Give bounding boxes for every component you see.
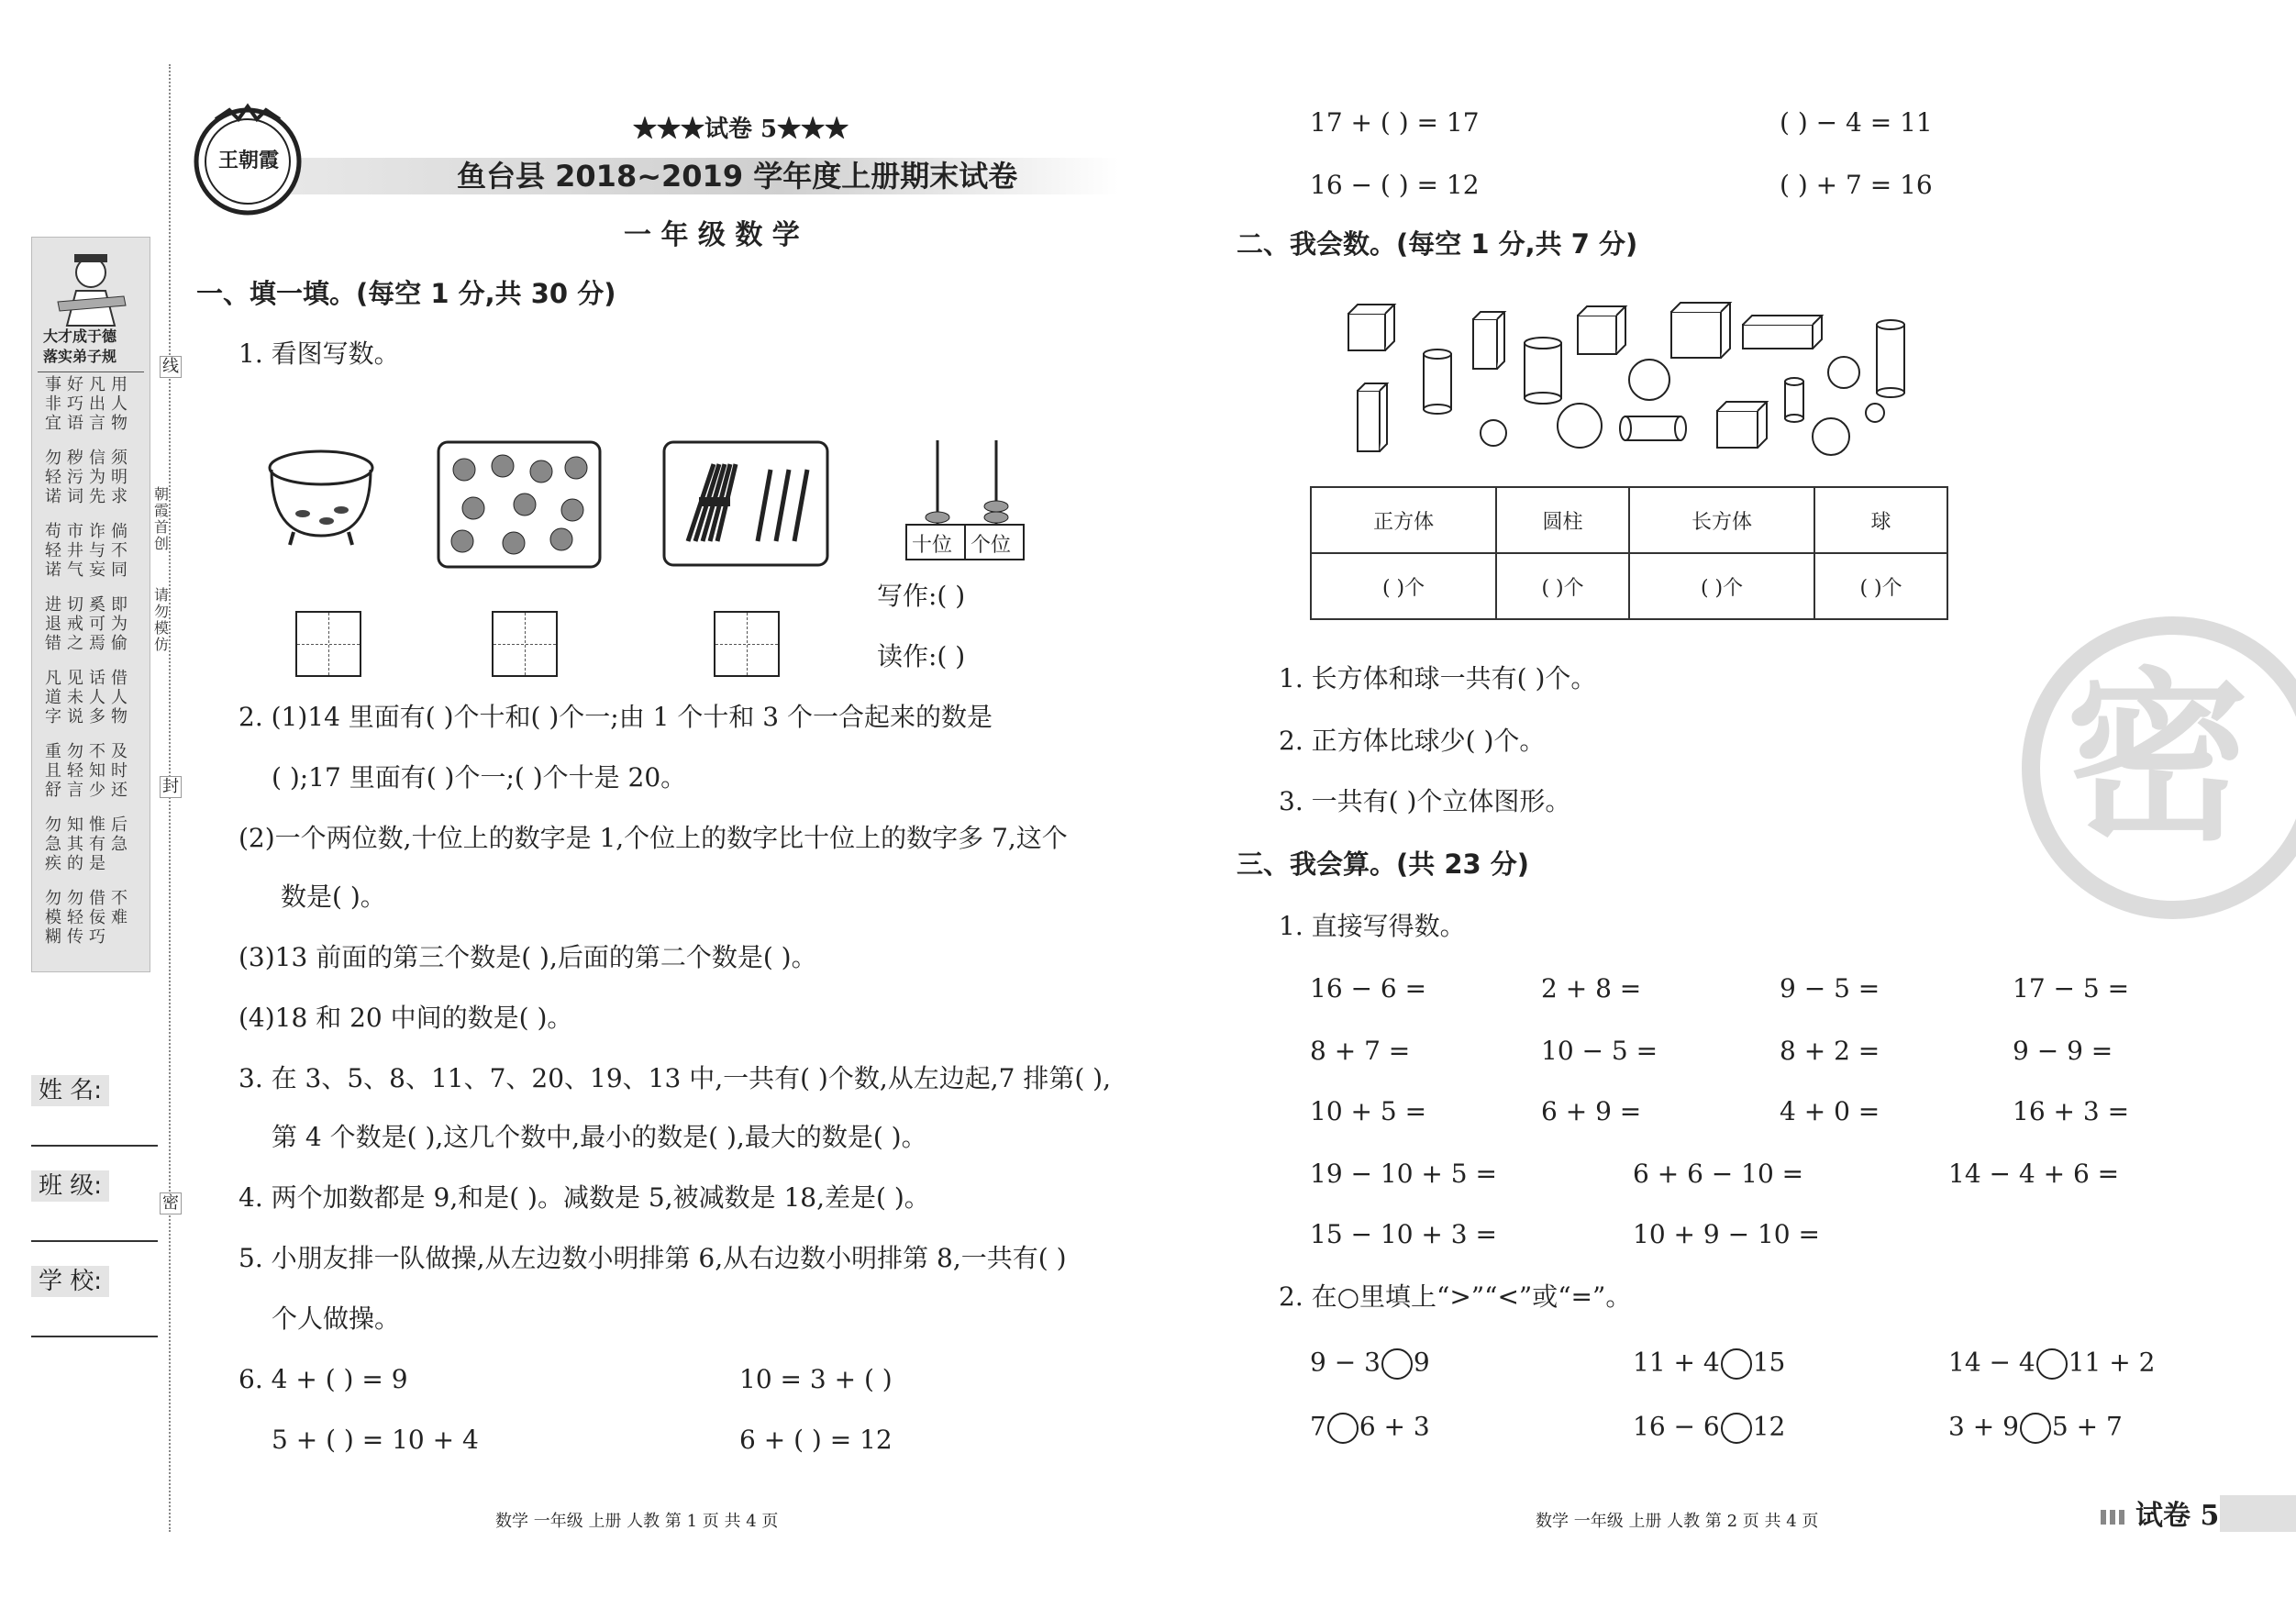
compare-right: 6 + 3 xyxy=(1359,1411,1430,1442)
sticks-picture xyxy=(662,440,829,567)
calc-item: 10 − 5 = xyxy=(1541,1036,1658,1066)
write-as-blank[interactable]: 写作:( ) xyxy=(877,581,966,611)
motto-col: 不难 xyxy=(111,889,128,927)
compare-left: 11 + 4 xyxy=(1633,1347,1720,1378)
motto-col: 事非宜 xyxy=(45,375,61,433)
motto-col: 借人物 xyxy=(111,669,128,726)
q2-4: (4)18 和 20 中间的数是( )。 xyxy=(238,1003,573,1033)
shape-count-table xyxy=(1310,486,1948,620)
compare-right: 12 xyxy=(1752,1411,1786,1442)
q6-e: 17 + ( ) = 17 xyxy=(1310,107,1480,138)
motto-col: 凡出言 xyxy=(89,375,105,433)
count-cuboid-blank[interactable]: ( )个 xyxy=(1629,553,1814,619)
compare-circle[interactable] xyxy=(1721,1348,1752,1380)
section1-header: 一、填一填。(每空 1 分,共 30 分) xyxy=(196,278,616,309)
vertical-note-2: 请勿模仿 xyxy=(153,586,169,653)
motto-col: 须明求 xyxy=(111,449,128,506)
q6-a: 6. 4 + ( ) = 9 xyxy=(238,1364,408,1394)
abacus-tens-label: 十位 xyxy=(912,534,953,557)
compare-item xyxy=(1633,1413,1785,1444)
fish-bowl-picture xyxy=(266,448,376,549)
q5-line2: 个人做操。 xyxy=(272,1303,401,1334)
compare-circle[interactable] xyxy=(2020,1413,2051,1444)
motto-col: 不知少 xyxy=(89,742,105,800)
cut-mark-seal: 封 xyxy=(160,776,182,798)
q3-line2: 第 4 个数是( ),这几个数中,最小的数是( ),最大的数是( )。 xyxy=(272,1122,927,1152)
motto-col: 倘不同 xyxy=(111,522,128,580)
answer-grid-2[interactable] xyxy=(492,611,558,677)
motto-col: 秽污词 xyxy=(67,449,83,506)
cut-mark-line: 线 xyxy=(160,356,182,378)
calc-item: 8 + 2 = xyxy=(1780,1036,1880,1066)
q6-c: 5 + ( ) = 10 + 4 xyxy=(272,1425,479,1455)
compare-left: 16 − 6 xyxy=(1633,1411,1720,1442)
s2-q3: 3. 一共有( )个立体图形。 xyxy=(1279,786,1571,816)
footer-left: 数学 一年级 上册 人教 第 1 页 共 4 页 xyxy=(495,1512,779,1531)
logo-text: 王朝霞 xyxy=(218,149,280,172)
q1-label: 1. 看图写数。 xyxy=(238,338,400,369)
s2-q2: 2. 正方体比球少( )个。 xyxy=(1279,726,1546,756)
motto-col: 好巧语 xyxy=(67,375,83,433)
motto-col: 切戒之 xyxy=(67,595,83,653)
motto-col: 即为偷 xyxy=(111,595,128,653)
motto-col: 重且舒 xyxy=(45,742,61,800)
motto-columns xyxy=(43,375,144,962)
compare-left: 7 xyxy=(1310,1411,1326,1442)
calc-item: 17 − 5 = xyxy=(2013,973,2130,1004)
calc-item: 9 − 9 = xyxy=(2013,1036,2113,1066)
exam-title: 鱼台县 2018~2019 学年度上册期末试卷 xyxy=(457,159,1018,194)
compare-item xyxy=(1310,1413,1430,1444)
s2-q1: 1. 长方体和球一共有( )个。 xyxy=(1279,663,1597,693)
motto-col: 惟有是 xyxy=(89,815,105,873)
compare-item xyxy=(1948,1413,2123,1444)
calc-item: 8 + 7 = xyxy=(1310,1036,1411,1066)
calc-item: 19 − 10 + 5 = xyxy=(1310,1159,1497,1189)
header-cylinder: 圆柱 xyxy=(1496,487,1629,553)
motto-col: 勿模糊 xyxy=(45,889,61,947)
paper-badge: ★★★试卷 5★★★ xyxy=(633,116,849,143)
calc-item: 14 − 4 + 6 = xyxy=(1948,1159,2120,1189)
calc-item: 10 + 9 − 10 = xyxy=(1633,1219,1820,1249)
q2-1-line1: 2. (1)14 里面有( )个十和( )个一;由 1 个十和 3 个一合起来的数是 xyxy=(238,702,993,732)
s3-q1: 1. 直接写得数。 xyxy=(1279,911,1466,941)
motto-col: 勿轻诺 xyxy=(45,449,61,506)
calc-item: 6 + 9 = xyxy=(1541,1096,1642,1126)
class-label: 班 级: xyxy=(31,1170,109,1202)
answer-grid-1[interactable] xyxy=(295,611,361,677)
abacus-ones-label: 个位 xyxy=(971,534,1012,557)
q5-line1: 5. 小朋友排一队做操,从左边数小明排第 6,从右边数小明排第 8,一共有( ) xyxy=(238,1243,1067,1273)
motto-col: 借佞巧 xyxy=(89,889,105,947)
motto-line-1: 大才成于德 xyxy=(43,327,117,345)
compare-item xyxy=(1948,1348,2155,1380)
compare-circle[interactable] xyxy=(1381,1348,1413,1380)
class-field[interactable] xyxy=(31,1240,158,1242)
answer-grid-3[interactable] xyxy=(714,611,780,677)
motto-col: 信为先 xyxy=(89,449,105,506)
vertical-note-1: 朝霞首创 xyxy=(153,485,169,552)
q3-line1: 3. 在 3、5、8、11、7、20、19、13 中,一共有( )个数,从左边起,7 排第( ), xyxy=(238,1063,1112,1093)
read-as-blank[interactable]: 读作:( ) xyxy=(877,641,966,671)
compare-left: 3 + 9 xyxy=(1948,1411,2019,1442)
corner-paper-label: 试卷 5 xyxy=(2135,1500,2220,1532)
compare-left: 9 − 3 xyxy=(1310,1347,1381,1378)
calc-item: 4 + 0 = xyxy=(1780,1096,1880,1126)
q2-2-line1: (2)一个两位数,十位上的数字是 1,个位上的数字比十位上的数字多 7,这个 xyxy=(238,823,1068,853)
q6-d: 6 + ( ) = 12 xyxy=(739,1425,893,1455)
motto-col: 勿轻传 xyxy=(67,889,83,947)
motto-col: 勿急疾 xyxy=(45,815,61,873)
footer-right: 数学 一年级 上册 人教 第 2 页 共 4 页 xyxy=(1536,1512,1819,1531)
motto-col: 话人多 xyxy=(89,669,105,726)
calc-item: 16 + 3 = xyxy=(2013,1096,2130,1126)
count-sphere-blank[interactable]: ( )个 xyxy=(1814,553,1947,619)
header-cuboid: 长方体 xyxy=(1629,487,1814,553)
compare-right: 11 + 2 xyxy=(2068,1347,2156,1378)
compare-circle[interactable] xyxy=(1721,1413,1752,1444)
binding-line xyxy=(169,64,171,1532)
name-field[interactable] xyxy=(31,1145,158,1147)
count-cylinder-blank[interactable]: ( )个 xyxy=(1496,553,1629,619)
solid-shapes-picture xyxy=(1339,297,1926,462)
count-cube-blank[interactable]: ( )个 xyxy=(1311,553,1496,619)
motto-panel xyxy=(31,237,150,972)
q2-2-line2: 数是( )。 xyxy=(281,882,386,912)
motto-line-2: 落实弟子规 xyxy=(43,348,117,365)
calc-item: 6 + 6 − 10 = xyxy=(1633,1159,1804,1189)
section2-header: 二、我会数。(每空 1 分,共 7 分) xyxy=(1237,228,1638,260)
q6-g: 16 − ( ) = 12 xyxy=(1310,170,1480,200)
motto-col: 进退错 xyxy=(45,595,61,653)
calc-item: 15 − 10 + 3 = xyxy=(1310,1219,1497,1249)
calc-item: 2 + 8 = xyxy=(1541,973,1642,1004)
motto-col: 及时还 xyxy=(111,742,128,800)
motto-col: 用人物 xyxy=(111,375,128,433)
school-field[interactable] xyxy=(31,1336,158,1337)
corner-band xyxy=(2220,1495,2296,1532)
cut-mark-secret: 密 xyxy=(160,1192,182,1214)
motto-col: 后急 xyxy=(111,815,128,854)
motto-col: 苟轻诺 xyxy=(45,522,61,580)
scholar-illustration-icon xyxy=(49,245,133,327)
motto-col: 知其的 xyxy=(67,815,83,873)
calc-item: 16 − 6 = xyxy=(1310,973,1427,1004)
corner-dots-icon xyxy=(2101,1510,2128,1525)
compare-circle[interactable] xyxy=(2036,1348,2068,1380)
flowers-picture xyxy=(437,440,602,569)
compare-item xyxy=(1633,1348,1785,1380)
q6-h: ( ) + 7 = 16 xyxy=(1780,170,1933,200)
q2-1-line2: ( );17 里面有( )个一;( )个十是 20。 xyxy=(272,762,687,793)
compare-left: 14 − 4 xyxy=(1948,1347,2035,1378)
q6-b: 10 = 3 + ( ) xyxy=(739,1364,893,1394)
q4: 4. 两个加数都是 9,和是( )。减数是 5,被减数是 18,差是( )。 xyxy=(238,1182,930,1213)
q2-3: (3)13 前面的第三个数是( ),后面的第二个数是( )。 xyxy=(238,942,817,972)
exam-subtitle: 一 年 级 数 学 xyxy=(624,219,800,251)
school-label: 学 校: xyxy=(31,1266,109,1297)
calc-item: 9 − 5 = xyxy=(1780,973,1880,1004)
header-sphere: 球 xyxy=(1814,487,1947,553)
section3-header: 三、我会算。(共 23 分) xyxy=(1237,848,1530,880)
motto-col: 奚可焉 xyxy=(89,595,105,653)
compare-item xyxy=(1310,1348,1430,1380)
motto-col: 市井气 xyxy=(67,522,83,580)
header-cube: 正方体 xyxy=(1311,487,1496,553)
name-label: 姓 名: xyxy=(31,1075,109,1106)
compare-right: 15 xyxy=(1752,1347,1786,1378)
motto-col: 凡道字 xyxy=(45,669,61,726)
compare-right: 9 xyxy=(1413,1347,1430,1378)
compare-circle[interactable] xyxy=(1327,1413,1359,1444)
q6-f: ( ) − 4 = 11 xyxy=(1780,107,1933,138)
motto-col: 诈与妄 xyxy=(89,522,105,580)
s3-q2: 2. 在○里填上“>”“<”或“=”。 xyxy=(1279,1281,1632,1312)
motto-col: 勿轻言 xyxy=(67,742,83,800)
secret-watermark: 密 xyxy=(2022,616,2296,919)
calc-item: 10 + 5 = xyxy=(1310,1096,1427,1126)
motto-col: 见未说 xyxy=(67,669,83,726)
compare-right: 5 + 7 xyxy=(2051,1411,2123,1442)
